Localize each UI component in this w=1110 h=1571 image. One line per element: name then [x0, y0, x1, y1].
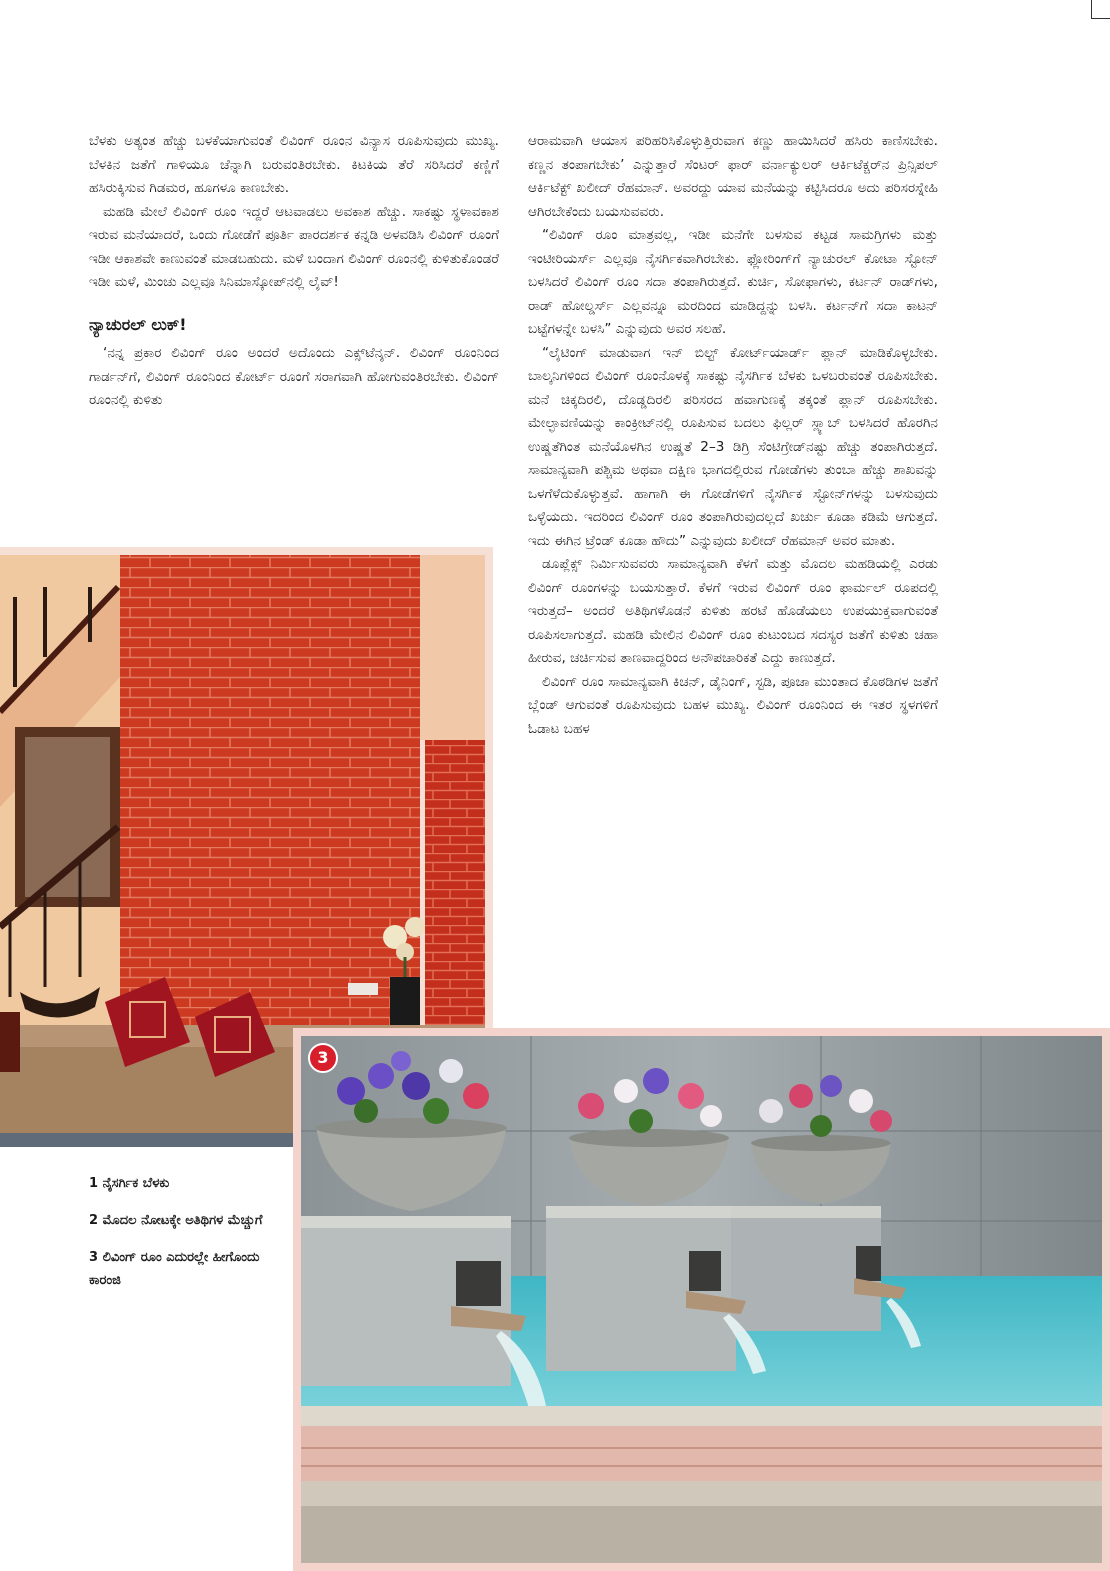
caption-2: 2 ಮೊದಲ ನೋಟಕ್ಕೇ ಅತಿಥಿಗಳ ಮೆಚ್ಚುಗೆ	[89, 1213, 263, 1228]
crop-mark	[1091, 0, 1110, 19]
fountain-illustration	[301, 1036, 1102, 1563]
photo-number-badge: 3	[308, 1043, 338, 1073]
paragraph: ಆರಾಮವಾಗಿ ಆಯಾಸ ಪರಿಹರಿಸಿಕೊಳ್ಳುತ್ತಿರುವಾಗ ಕಣ್ಣು ಹಾಯಿಸಿದರೆ ಹಸಿರು ಕಾಣಿಸಬೇಕು. ಕಣ್ಣನ ತಂಪಾಗಬೇಕು’ ಎನ್ನುತ್ತಾರೆ ಸೆಂಟರ್ ಫಾರ್ ವರ್ನಾಕ್ಯುಲರ್ ಆರ್ಕಿಟೆಕ್ಚರ್‌ನ ಪ್ರಿನ್ಸಿಪಲ್ ಆರ್ಕಿಟೆಕ್ಟ್ ಖಲೀದ್ ರೆಹಮಾನ್. ಅವರದ್ದು ಯಾವ ಮನೆಯನ್ನು ಕಟ್ಟಿಸಿದರೂ ಅದು ಪರಿಸರಸ್ನೇಹಿ ಆಗಿರಬೇಕೆಂದು ಬಯಸುವವರು.	[528, 133, 938, 220]
paragraph: ಬೆಳಕು ಅತ್ಯಂತ ಹೆಚ್ಚು ಬಳಕೆಯಾಗುವಂತೆ ಲಿವಿಂಗ್ ರೂಂನ ವಿನ್ಯಾಸ ರೂಪಿಸುವುದು ಮುಖ್ಯ. ಬೆಳಕಿನ ಜತೆಗೆ ಗಾಳಿಯೂ ಚೆನ್ನಾಗಿ ಬರುವಂತಿರಬೇಕು. ಕಿಟಕಿಯ ತೆರೆ ಸರಿಸಿದರೆ ಕಣ್ಣಿಗೆ ಹಸಿರುಕ್ಕಿಸುವ ಗಿಡಮರ, ಹೂಗಳೂ ಕಾಣಬೇಕು.	[89, 133, 499, 196]
article-column-left	[89, 130, 499, 413]
fountain-photo	[293, 1028, 1110, 1571]
subheading: ನ್ಯಾಚುರಲ್ ಲುಕ್!	[89, 314, 187, 334]
article-column-right	[528, 130, 938, 741]
paragraph: “ಲೈಟಿಂಗ್ ಮಾಡುವಾಗ ಇನ್ ಬಿಲ್ಟ್ ಕೋರ್ಟ್‌ಯಾರ್ಡ್ ಪ್ಲಾನ್ ಮಾಡಿಕೊಳ್ಳಬೇಕು. ಬಾಲ್ಕನಿಗಳಿಂದ ಲಿವಿಂಗ್ ರೂಂನೊಳಕ್ಕೆ ಸಾಕಷ್ಟು ನೈಸರ್ಗಿಕ ಬೆಳಕು ಒಳಬರುವಂತೆ ರೂಪಿಸಬೇಕು. ಮನೆ ಚಿಕ್ಕದಿರಲಿ, ದೊಡ್ಡದಿರಲಿ ಪರಿಸರದ ಹವಾಗುಣಕ್ಕೆ ತಕ್ಕಂತೆ ಪ್ಲಾನ್ ರೂಪಿಸಬೇಕು. ಮೇಲ್ಛಾವಣಿಯನ್ನು ಕಾಂಕ್ರೀಟ್‌ನಲ್ಲಿ ರೂಪಿಸುವ ಬದಲು ಫಿಲ್ಲರ್ ಸ್ಲ್ಯಾಬ್ ಬಳಸಿದರೆ ಹೊರಗಿನ ಉಷ್ಣತೆಗಿಂತ ಮನೆಯೊಳಗಿನ ಉಷ್ಣತೆ 2–3 ಡಿಗ್ರಿ ಸೆಂಟಿಗ್ರೇಡ್‌ನಷ್ಟು ಹೆಚ್ಚು ತಂಪಾಗಿರುತ್ತದೆ. ಸಾಮಾನ್ಯವಾಗಿ ಪಶ್ಚಿಮ ಅಥವಾ ದಕ್ಷಿಣ ಭಾಗದಲ್ಲಿರುವ ಗೋಡೆಗಳು ತುಂಬಾ ಹೆಚ್ಚು ಶಾಖವನ್ನು ಒಳಗೆಳೆದುಕೊಳ್ಳುತ್ತವೆ. ಹಾಗಾಗಿ ಈ ಗೋಡೆಗಳಿಗೆ ನೈಸರ್ಗಿಕ ಸ್ಟೋನ್‌ಗಳನ್ನು ಬಳಸುವುದು ಒಳ್ಳೆಯದು. ಇದರಿಂದ ಲಿವಿಂಗ್ ರೂಂ ತಂಪಾಗಿರುವುದಲ್ಲದೆ ಖರ್ಚು ಕೂಡಾ ಕಡಿಮೆ ಆಗುತ್ತದೆ. ಇದು ಈಗಿನ ಟ್ರೆಂಡ್ ಕೂಡಾ ಹೌದು” ಎನ್ನುವುದು ಖಲೀದ್ ರೆಹಮಾನ್ ಅವರ ಮಾತು.	[528, 344, 938, 549]
caption-3: 3 ಲಿವಿಂಗ್ ರೂಂ ಎದುರಲ್ಲೇ ಹೀಗೊಂದು ಕಾರಂಜಿ	[89, 1250, 260, 1288]
paragraph: ಡೂಪ್ಲೆಕ್ಸ್ ನಿರ್ಮಿಸುವವರು ಸಾಮಾನ್ಯವಾಗಿ ಕೆಳಗೆ ಮತ್ತು ಮೊದಲ ಮಹಡಿಯಲ್ಲಿ ಎರಡು ಲಿವಿಂಗ್ ರೂಂಗಳನ್ನು ಬಯಸುತ್ತಾರೆ. ಕೆಳಗೆ ಇರುವ ಲಿವಿಂಗ್ ರೂಂ ಫಾರ್ಮಲ್ ರೂಪದಲ್ಲಿ ಇರುತ್ತದೆ– ಅಂದರೆ ಅತಿಥಿಗಳೊಡನೆ ಕುಳಿತು ಹರಟೆ ಹೊಡೆಯಲು ಉಪಯುಕ್ತವಾಗುವಂತೆ ರೂಪಿಸಲಾಗುತ್ತದೆ. ಮಹಡಿ ಮೇಲಿನ ಲಿವಿಂಗ್ ರೂಂ ಕುಟುಂಬದ ಸದಸ್ಯರ ಜತೆಗೆ ಕುಳಿತು ಚಹಾ ಹೀರುವ, ಚರ್ಚಿಸುವ ತಾಣವಾದ್ದರಿಂದ ಅನೌಪಚಾರಿಕತೆ ಎದ್ದು ಕಾಣುತ್ತದೆ.	[528, 556, 938, 666]
paragraph: ಲಿವಿಂಗ್ ರೂಂ ಸಾಮಾನ್ಯವಾಗಿ ಕಿಚನ್, ಡೈನಿಂಗ್, ಸ್ಟಡಿ, ಪೂಜಾ ಮುಂತಾದ ಕೊಠಡಿಗಳ ಜತೆಗೆ ಬ್ಲೆಂಡ್ ಆಗುವಂತೆ ರೂಪಿಸುವುದು ಬಹಳ ಮುಖ್ಯ. ಲಿವಿಂಗ್ ರೂಂನಿಂದ ಈ ಇತರ ಸ್ಥಳಗಳಿಗೆ ಓಡಾಟ ಬಹಳ	[528, 673, 938, 737]
paragraph: “ಲಿವಿಂಗ್ ರೂಂ ಮಾತ್ರವಲ್ಲ, ಇಡೀ ಮನೆಗೇ ಬಳಸುವ ಕಟ್ಟಡ ಸಾಮಗ್ರಿಗಳು ಮತ್ತು ಇಂಟೀರಿಯರ್ಸ್ ಎಲ್ಲವೂ ನೈಸರ್ಗಿಕವಾಗಿರಬೇಕು. ಫ್ಲೋರಿಂಗ್‌ಗೆ ನ್ಯಾಚುರಲ್ ಕೋಟಾ ಸ್ಟೋನ್ ಬಳಸಿದರೆ ಲಿವಿಂಗ್ ರೂಂ ಸದಾ ತಂಪಾಗಿರುತ್ತದೆ. ಕುರ್ಚಿ, ಸೋಫಾಗಳು, ಕರ್ಟನ್ ರಾಡ್‌ಗಳು, ರಾಡ್ ಹೋಲ್ಡರ್ಸ್ ಎಲ್ಲವನ್ನೂ ಮರದಿಂದ ಮಾಡಿದ್ದನ್ನು ಬಳಸಿ. ಕರ್ಟನ್‌ಗೆ ಸದಾ ಕಾಟನ್ ಬಟ್ಟೆಗಳನ್ನೇ ಬಳಸಿ” ಎನ್ನುವುದು ಅವರ ಸಲಹೆ.	[528, 227, 938, 337]
paragraph: ‘ನನ್ನ ಪ್ರಕಾರ ಲಿವಿಂಗ್ ರೂಂ ಅಂದರೆ ಅದೊಂದು ಎಕ್ಸ್‌ಟೆನ್ಶನ್. ಲಿವಿಂಗ್ ರೂಂನಿಂದ ಗಾರ್ಡನ್‌ಗೆ, ಲಿವಿಂಗ್ ರೂಂನಿಂದ ಕೋರ್ಟ್ ರೂಂಗೆ ಸರಾಗವಾಗಿ ಹೋಗುವಂತಿರಬೇಕು. ಲಿವಿಂಗ್ ರೂಂನಲ್ಲಿ ಕುಳಿತು	[89, 345, 499, 408]
paragraph: ಮಹಡಿ ಮೇಲೆ ಲಿವಿಂಗ್ ರೂಂ ಇದ್ದರೆ ಆಟವಾಡಲು ಅವಕಾಶ ಹೆಚ್ಚು. ಸಾಕಷ್ಟು ಸ್ಥಳಾವಕಾಶ ಇರುವ ಮನೆಯಾದರೆ, ಒಂದು ಗೋಡೆಗೆ ಪೂರ್ತಿ ಪಾರದರ್ಶಕ ಕನ್ನಡಿ ಅಳವಡಿಸಿ ಲಿವಿಂಗ್ ರೂಂಗೆ ಇಡೀ ಆಕಾಶವೇ ಕಾಣುವಂತೆ ಮಾಡಬಹುದು. ಮಳೆ ಬಂದಾಗ ಲಿವಿಂಗ್ ರೂಂನಲ್ಲಿ ಕುಳಿತುಕೊಂಡರೆ ಇಡೀ ಮಳೆ, ಮಿಂಚು ಎಲ್ಲವೂ ಸಿನಿಮಾಸ್ಕೋಪ್‌ನಲ್ಲಿ ಲೈವ್!	[89, 203, 499, 290]
caption-1: 1 ನೈಸರ್ಗಿಕ ಬೆಳಕು	[89, 1176, 170, 1191]
photo-captions	[89, 1172, 289, 1306]
